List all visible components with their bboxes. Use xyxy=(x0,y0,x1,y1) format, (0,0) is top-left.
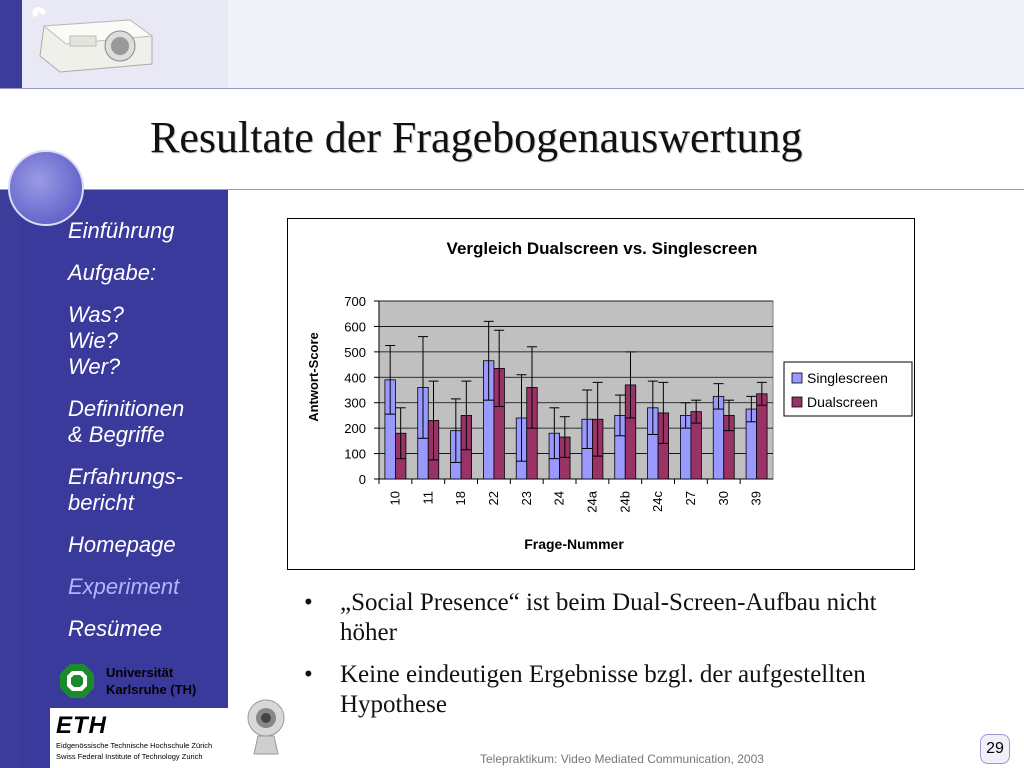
chart-title: Vergleich Dualscreen vs. Singlescreen xyxy=(446,239,758,258)
y-tick-label: 400 xyxy=(344,370,366,386)
university-logo-icon xyxy=(60,664,94,698)
bullet-item xyxy=(300,660,920,720)
y-tick-label: 500 xyxy=(344,344,366,360)
x-tick-label: 22 xyxy=(485,491,501,506)
nav-item-was-wie-wer[interactable]: Was? Wie? Wer? xyxy=(68,302,124,379)
bullet-text: „Social Presence“ ist beim Dual-Screen-Aufbau nicht höher xyxy=(340,589,877,646)
footer-text: Telepraktikum: Video Mediated Communication, 2003 xyxy=(480,752,764,766)
y-tick-label: 200 xyxy=(344,421,366,437)
x-tick-label: 24b xyxy=(617,491,633,513)
chart-legend xyxy=(784,362,912,416)
nav-item-resuemee[interactable]: Resümee xyxy=(68,616,163,641)
chart-y-axis-label: Antwort-Score xyxy=(306,332,321,422)
bullet-text: Keine eindeutigen Ergebnisse bzgl. der aufgestellten Hypothese xyxy=(340,661,866,718)
nav-item-aufgabe[interactable]: Aufgabe: xyxy=(68,260,157,285)
nav-item-erfahrungsbericht[interactable]: Erfahrungs- bericht xyxy=(68,464,183,515)
header-band xyxy=(228,0,1024,88)
bar-dualscreen xyxy=(757,394,768,479)
y-tick-label: 700 xyxy=(344,294,366,309)
eth-subtitle: Eidgenössische Technische Hochschule Zürich Swiss Federal Institute of Technology Zurich xyxy=(56,741,213,761)
chart-x-axis-label: Frage-Nummer xyxy=(524,536,624,552)
y-tick-label: 100 xyxy=(344,446,366,462)
x-tick-label: 11 xyxy=(420,491,436,505)
nav-item-einfuehrung[interactable]: Einführung xyxy=(68,218,175,243)
university-name: Universität Karlsruhe (TH) xyxy=(106,665,197,697)
y-tick-label: 300 xyxy=(344,395,366,411)
x-tick-label: 24a xyxy=(584,491,600,513)
legend-swatch xyxy=(792,397,802,407)
x-tick-label: 24c xyxy=(650,491,666,512)
x-tick-label: 27 xyxy=(682,491,698,506)
nav-item-definitionen[interactable]: Definitionen & Begriffe xyxy=(68,396,185,447)
projector-icon xyxy=(30,6,160,78)
x-tick-label: 18 xyxy=(453,491,469,506)
webcam-icon xyxy=(236,690,296,760)
bar-chart xyxy=(288,219,914,569)
slide-title: Resultate der Fragebogenauswertung xyxy=(150,113,803,162)
x-tick-label: 39 xyxy=(748,491,764,506)
x-tick-label: 10 xyxy=(387,491,403,506)
legend-label: Singlescreen xyxy=(807,370,888,386)
eth-logo: ETH xyxy=(56,712,107,739)
legend-label: Dualscreen xyxy=(807,394,878,410)
y-tick-label: 0 xyxy=(358,472,366,487)
nav-item-experiment[interactable]: Experiment xyxy=(68,574,180,599)
bullet-dot: • xyxy=(304,589,313,616)
legend-swatch xyxy=(792,373,802,383)
x-tick-label: 23 xyxy=(518,491,534,506)
x-tick-label: 24 xyxy=(551,491,567,506)
sidebar-nav xyxy=(68,218,228,658)
bullet-list xyxy=(300,588,920,732)
chart-container xyxy=(287,218,915,570)
x-tick-label: 30 xyxy=(715,491,731,506)
decorative-circle xyxy=(8,150,84,226)
nav-item-homepage[interactable]: Homepage xyxy=(68,532,176,557)
bullet-dot: • xyxy=(304,661,313,688)
page-number: 29 xyxy=(980,734,1010,764)
bullet-item xyxy=(300,588,920,648)
y-tick-label: 600 xyxy=(344,319,366,335)
